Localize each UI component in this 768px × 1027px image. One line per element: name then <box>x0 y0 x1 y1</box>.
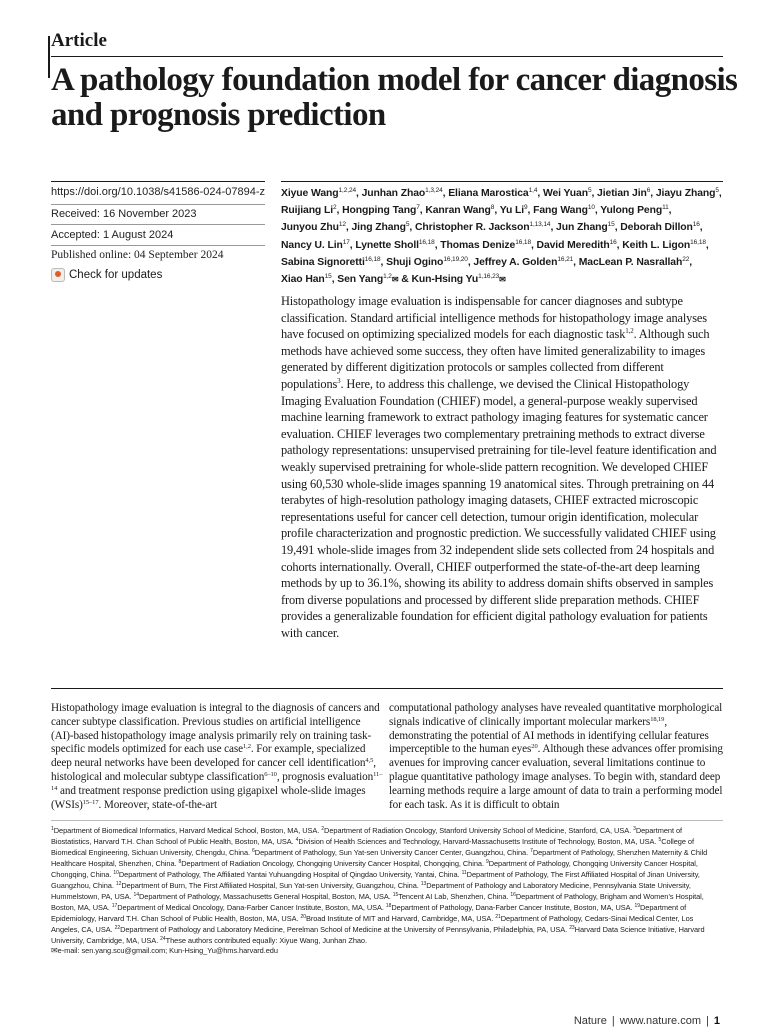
citation-superscript: 11–14 <box>51 770 383 792</box>
author-affiliation: 8 <box>490 204 495 212</box>
author-name: Ruijiang Li$^2$ <box>281 204 337 217</box>
meta-divider <box>51 245 265 246</box>
affiliation-text: Department of Pathology, Dana-Farber Cancer Institute, Boston, MA, USA. <box>391 902 635 912</box>
author-name: Kanran Wang$^8$ <box>425 204 495 217</box>
author-affiliation: 9 <box>524 204 528 212</box>
affiliation-text: Department of Pathology and Laboratory Medicine, Perelman School of Medicine at the University of Pennsylvania, Philadelphia, PA, USA. <box>120 924 570 934</box>
citation-superscript: 6–10 <box>264 770 277 778</box>
affiliation-text: Department of Pathology, The Affiliated Yantai Yuhuangding Hospital of Qingdao University, Yantai, China. <box>118 869 462 879</box>
affiliation-text: Department of Biostatistics, Harvard T.H. Chan School of Public Health, Boston, MA, USA. <box>51 826 683 846</box>
author-name: Xiao Han$^{15}$ <box>281 273 332 286</box>
affiliation-number: 16 <box>510 891 516 898</box>
affiliation-number: 8 <box>178 858 182 865</box>
author-name: Sen Yang$^{1,2}$✉ <box>337 273 399 286</box>
affiliation-text: College of Biomedical Engineering, Sichuan University, Chengdu, China. <box>51 836 694 857</box>
affiliation-text: Department of Biomedical Informatics, Harvard Medical School, Boston, MA, USA. <box>53 826 322 835</box>
author-affiliation: 10 <box>587 204 595 212</box>
affiliation-text: Division of Health Sciences and Technology, Harvard-Massachusetts Institute of Technology, Boston, MA, USA. <box>298 836 659 846</box>
article-type-label: Article <box>51 30 107 51</box>
affiliation-number: 3 <box>633 826 636 832</box>
citation-superscript: 1,2 <box>243 743 251 751</box>
body-paragraph: computational pathology analyses have revealed quantitative morphological signals indicative of clinically important molecular markers$^{18,19}$, demonstrating the potential of AI methods in identifying cellular features imperceptible to the human eyes$^{20}$. Although these advances offer promising avenues for improving cancer evaluation, several limitations continue to plague quantitative pathology image analyses. To begin with, standard deep learning methods require a large amount of data to train a performing model for each task. As it is difficult to obtain <box>389 702 723 811</box>
affiliation-number: 4 <box>295 836 299 843</box>
published-date: Published online: 04 September 2024 <box>51 249 224 261</box>
affiliation-number: 9 <box>485 858 489 865</box>
author-name: MacLean P. Nasrallah$^{22}$ <box>578 255 690 268</box>
author-name: Thomas Denize$^{16,18}$ <box>440 238 531 251</box>
affiliation-text: Tencent AI Lab, Shenzhen, China. <box>398 891 511 901</box>
author-affiliation: 1,2 <box>383 273 392 281</box>
check-for-updates-button[interactable] <box>51 268 162 282</box>
email-line <box>51 946 723 957</box>
author-name: Kun-Hsing Yu$^{1,16,23}$✉ <box>411 273 506 286</box>
article-type-bar <box>48 36 50 78</box>
affiliation-number: 10 <box>113 869 119 876</box>
affiliations <box>51 826 723 957</box>
affiliation-number: 21 <box>495 913 501 920</box>
author-affiliation: 1,4 <box>528 187 538 194</box>
author-affiliation: 11 <box>662 204 669 212</box>
author-name: Shuji Ogino$^{16,19,20}$ <box>386 255 468 268</box>
envelope-icon: ✉ <box>51 946 58 956</box>
affiliation-text: Department of Radiation Oncology, Chongqing University Cancer Hospital, Chongqing, China. <box>181 858 486 868</box>
author-conjunction: & <box>401 274 409 286</box>
author-affiliation: 22 <box>682 255 690 263</box>
correspondence-email[interactable]: e-mail: sen.yang.scu@gmail.com; Kun-Hsing_Yu@hms.harvard.edu <box>57 946 278 956</box>
affiliation-number: 2 <box>321 826 325 832</box>
author-affiliation: 15 <box>324 273 332 281</box>
citation-superscript: 3 <box>337 376 341 385</box>
affiliation-text: Department of Burn, The First Affiliated Hospital, Sun Yat-sen University, Guangzhou, China. <box>121 880 421 890</box>
meta-divider <box>51 204 265 205</box>
author-name: Eliana Marostica$^{1,4}$ <box>448 187 538 199</box>
citation-superscript: 18,19 <box>650 715 665 723</box>
affiliation-number: 15 <box>392 891 399 898</box>
affiliation-text: Department of Pathology, Brigham and Women’s Hospital, Boston, MA, USA. <box>51 891 704 912</box>
affiliation-number: 17 <box>111 902 118 909</box>
affiliation-text: Department of Pathology, Cedars-Sinai Medical Center, Los Angeles, CA, USA. <box>51 913 694 934</box>
author-name: Junhan Zhao$^{1,3,24}$ <box>361 187 443 199</box>
author-name: Jun Zhang$^{15}$ <box>556 221 615 234</box>
author-affiliation: 16,21 <box>557 255 574 263</box>
header-rule <box>51 56 723 57</box>
affiliation-number: 7 <box>530 847 533 854</box>
affiliation-number: 23 <box>569 924 575 931</box>
affiliation-text: These authors contributed equally: Xiyue Wang, Junhan Zhao. <box>165 935 368 945</box>
citation-superscript: 15–17 <box>82 798 99 806</box>
journal-name: Nature <box>573 1015 607 1027</box>
citation-superscript: 20 <box>531 743 538 751</box>
affiliation-text: Department of Pathology, Shenzhen Maternity & Child Healthcare Hospital, Shenzhen, China. <box>51 847 708 868</box>
author-name: Keith L. Ligon$^{16,18}$ <box>622 238 706 251</box>
page-footer: Nature | www.nature.com | 1 <box>573 1015 720 1027</box>
author-list: Xiyue Wang$^{1,2,24}$, Junhan Zhao$^{1,3,24}$, Eliana Marostica$^{1,4}$, Wei Yuan$^5$, Jietian Jin$^6$, Jiayu Zhang$^5$, Ruijiang Li$^2$, Hongping Tang$^7$, Kanran Wang$^8$, Yu Li$^9$, Fang Wang$^{10}$, Yulong Peng$^{11}$, Junyou Zhu$^{12}$, Jing Zhang$^5$, Christopher R. Jackson$^{1,13,14}$, Jun Zhang$^{15}$, Deborah Dillon$^{16}$, Nancy U. Lin$^{17}$, Lynette Sholl$^{16,18}$, Thomas Denize$^{16,18}$, David Meredith$^{16}$, Keith L. Ligon$^{16,18}$, Sabina Signoretti$^{16,18}$, Shuji Ogino$^{16,19,20}$, Jeffrey A. Golden$^{16,21}$, MacLean P. Nasrallah$^{22}$, Xiao Han$^{15}$, Sen Yang$^{1,2}$✉ & Kun-Hsing Yu$^{1,16,23}$✉ <box>281 187 722 286</box>
author-affiliation: 16,18 <box>364 255 381 263</box>
author-name: Wei Yuan$^5$ <box>542 187 592 199</box>
author-affiliation: 5 <box>715 187 719 194</box>
abstract-text: Histopathology image evaluation is indispensable for cancer diagnoses and subtype classification. Standard artificial intelligence methods for histopathology image analyses have focused on optimizing specialized models for each diagnostic task$^{1,2}$. Although such methods have achieved some success, they often have limited generalizability to images generated by different digitization protocols or samples collected from different populations$^3$. Here, to address this challenge, we devised the Clinical Histopathology Imaging Evaluation Foundation (CHIEF) model, a general-purpose weakly supervised machine learning framework to extract pathology imaging features for systematic cancer evaluation. CHIEF leverages two complementary pretraining methods to extract diverse pathology representations: unsupervised pretraining for tile-level feature identification and weakly supervised pretraining for whole-slide pattern recognition. We developed CHIEF using 60,530 whole-slide images spanning 19 anatomical sites. Through pretraining on 44 terabytes of high-resolution pathology imaging datasets, CHIEF extracted microscopic representations useful for cancer cell detection, tumour origin identification, molecular profile characterization and prognostic prediction. We successfully validated CHIEF using 19,491 whole-slide images from 32 independent slide sets collected from 24 hospitals and cohorts internationally. Overall, CHIEF outperformed the state-of-the-art deep learning methods by up to 36.1%, showing its ability to address domain shifts observed in samples from diverse populations and processed by different slide preparation methods. CHIEF provides a generalizable foundation for efficient digital pathology evaluation for patients with cancer. <box>281 294 717 640</box>
author-affiliation: 7 <box>416 204 420 212</box>
affiliation-number: 6 <box>252 847 255 854</box>
author-name: Yu Li$^9$ <box>499 204 528 217</box>
affiliation-text: Department of Radiation Oncology, Stanford University School of Medicine, Stanford, CA, USA. <box>324 826 634 835</box>
abstract <box>281 293 723 641</box>
author-affiliation: 12 <box>338 221 346 229</box>
author-name: Fang Wang$^{10}$ <box>533 204 595 217</box>
author-name: Hongping Tang$^7$ <box>342 204 420 217</box>
meta-top-rule <box>51 181 265 182</box>
affiliation-text: Department of Pathology, Massachusetts General Hospital, Boston, MA, USA. <box>139 891 393 901</box>
author-affiliation: 16,19,20 <box>443 255 468 263</box>
page-title: A pathology foundation model for cancer diagnosis and prognosis prediction <box>51 62 738 133</box>
affiliation-list <box>51 826 723 946</box>
affiliation-number: 14 <box>133 891 140 898</box>
author-affiliation: 1,3,24 <box>425 187 443 194</box>
citation-superscript: 4,5 <box>365 757 374 765</box>
author-affiliation: 5 <box>405 221 410 229</box>
author-name: Jiayu Zhang$^5$ <box>655 187 719 199</box>
author-affiliation: 17 <box>342 238 350 246</box>
author-affiliation: 1,2,24 <box>338 187 356 194</box>
affiliation-text: Broad Institute of MIT and Harvard, Cambridge, MA, USA. <box>305 913 496 923</box>
affiliation-number: 22 <box>114 924 121 931</box>
check-for-updates-label: Check for updates <box>69 269 163 281</box>
affiliation-number: 12 <box>115 880 122 887</box>
meta-divider <box>51 224 265 225</box>
affiliation-number: 24 <box>160 935 166 942</box>
body-paragraph: Histopathology image evaluation is integral to the diagnosis of cancers and cancer subtype classification. Previous studies on artificial intelligence (AI)-based histopathology image analysis primarily rely on training task-specific models optimized for each use case$^{1,2}$. For example, specialized deep neural networks have been developed for cancer cell identification$^{4,5}$, histological and molecular subtype classification$^{6-10}$, prognosis evaluation$^{11-14}$ and treatment response prediction using gigapixel whole-slide images (WSIs)$^{15-17}$. Moreover, state-of-the-art <box>51 702 383 811</box>
body-column-left <box>51 702 385 812</box>
journal-url[interactable]: www.nature.com <box>619 1015 702 1027</box>
affiliation-text: Department of Pathology, The First Affiliated Hospital of Jinan University, Guangzhou, China. <box>51 869 700 890</box>
doi-link[interactable]: https://doi.org/10.1038/s41586-024-07894-z <box>51 186 266 198</box>
author-name: Christopher R. Jackson$^{1,13,14}$ <box>415 221 551 234</box>
affiliation-text: Department of Pathology, Chongqing University Cancer Hospital, Chongqing, China. <box>51 858 698 879</box>
affiliation-number: 19 <box>634 902 640 909</box>
author-affiliation: 16,18 <box>418 238 435 246</box>
author-affiliation: 6 <box>646 187 651 194</box>
affiliation-text: Department of Pathology and Laboratory Medicine, Pennsylvania State University, Hummelstown, PA, USA. <box>51 880 691 901</box>
authors-top-rule <box>281 181 723 182</box>
author-affiliation: 1,16,23 <box>478 273 500 281</box>
affiliation-text: Harvard Data Science Initiative, Harvard University, Cambridge, MA, USA. <box>51 924 705 945</box>
envelope-icon: ✉ <box>391 275 399 285</box>
body-column-right <box>389 702 723 812</box>
author-affiliation: 1,13,14 <box>529 221 551 229</box>
affiliation-number: 20 <box>300 913 306 920</box>
author-affiliation: 16 <box>609 238 617 246</box>
author-name: Sabina Signoretti$^{16,18}$ <box>281 255 381 268</box>
affiliation-number: 1 <box>51 826 54 832</box>
received-date: Received: 16 November 2023 <box>51 208 197 220</box>
page-number: 1 <box>713 1015 720 1027</box>
author-name: Junyou Zhu$^{12}$ <box>281 221 346 234</box>
author-affiliation: 5 <box>587 187 592 194</box>
abstract-bottom-rule <box>51 688 723 689</box>
author-name: Jeffrey A. Golden$^{16,21}$ <box>473 255 574 268</box>
affiliation-text: Department of Pathology, Sun Yat-sen University Cancer Center, Guangzhou, China. <box>254 847 531 857</box>
affiliation-text: Department of Medical Oncology, Dana-Farber Cancer Institute, Boston, MA, USA. <box>117 902 386 912</box>
citation-superscript: 1,2 <box>625 327 634 336</box>
author-name: Jing Zhang$^5$ <box>351 221 410 234</box>
affiliations-rule <box>51 820 723 821</box>
author-affiliation: 16 <box>692 221 700 229</box>
affiliation-number: 5 <box>658 836 662 843</box>
author-affiliation: 15 <box>607 221 615 229</box>
affiliation-text: Department of Epidemiology, Harvard T.H. Chan School of Public Health, Boston, MA, USA. <box>51 902 687 923</box>
check-for-updates-icon <box>51 268 65 282</box>
author-name: Yulong Peng$^{11}$ <box>600 204 669 217</box>
affiliation-number: 13 <box>420 880 427 887</box>
accepted-date: Accepted: 1 August 2024 <box>51 229 174 241</box>
author-name: Deborah Dillon$^{16}$ <box>620 221 700 234</box>
author-affiliation: 16,18 <box>690 238 706 246</box>
author-affiliation: 2 <box>333 204 337 212</box>
author-name: Jietian Jin$^6$ <box>597 187 651 199</box>
author-name: Nancy U. Lin$^{17}$ <box>281 238 350 251</box>
author-name: Lynette Sholl$^{16,18}$ <box>355 238 435 251</box>
affiliation-number: 18 <box>385 902 392 909</box>
author-affiliation: 16,18 <box>515 238 531 246</box>
affiliation-number: 11 <box>461 869 467 876</box>
envelope-icon: ✉ <box>499 275 506 285</box>
author-name: David Meredith$^{16}$ <box>536 238 617 251</box>
author-name: Xiyue Wang$^{1,2,24}$ <box>281 187 356 199</box>
